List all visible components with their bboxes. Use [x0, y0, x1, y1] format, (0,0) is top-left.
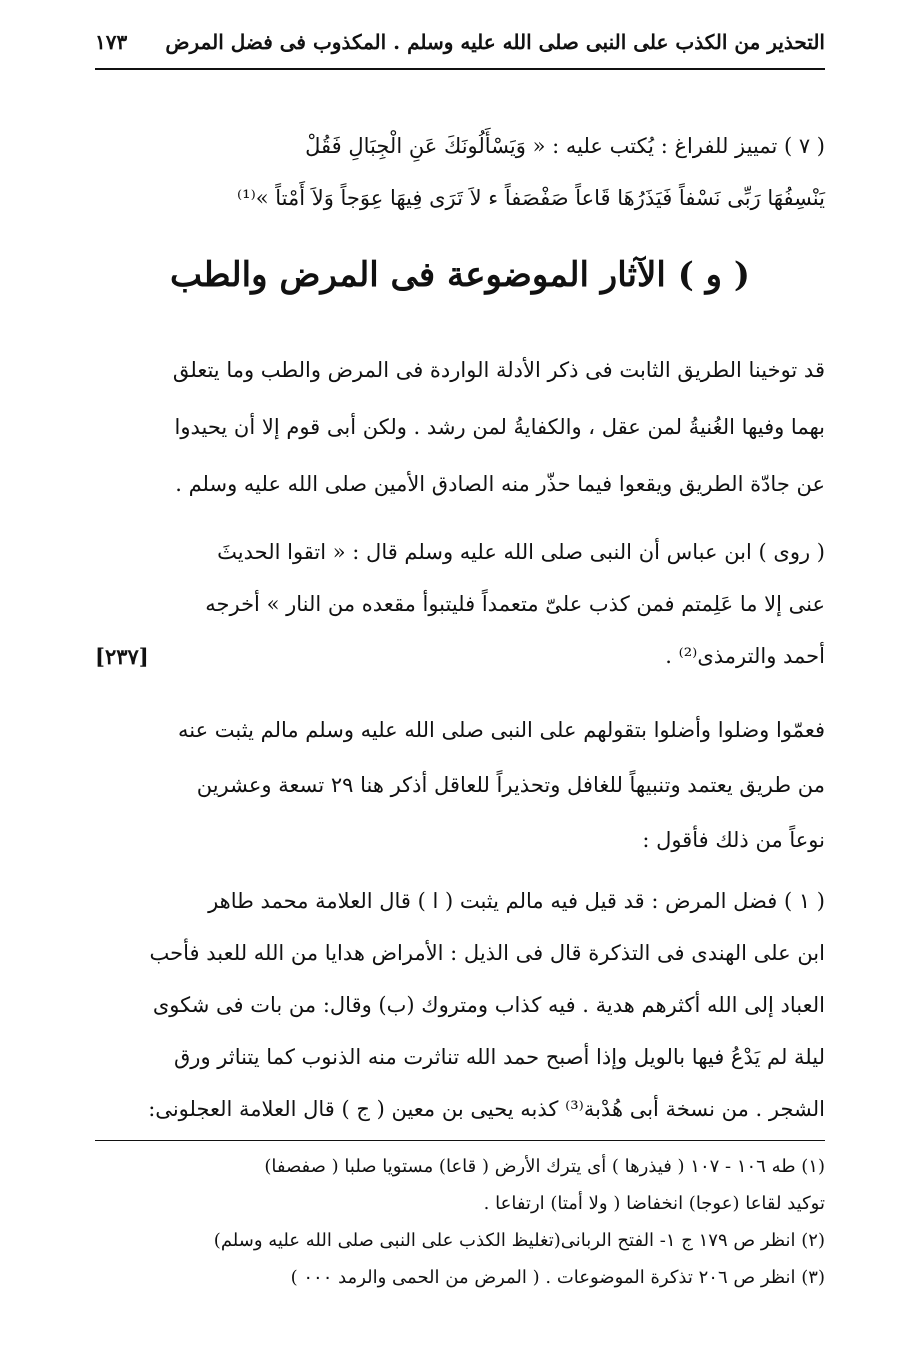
- paragraph-line: أحمد والترمذى⁽²⁾ .: [665, 644, 825, 668]
- paragraph-line: عن جادّة الطريق ويقعوا فيما حذّر منه الصادق الأمين صلى الله عليه وسلم .: [175, 472, 825, 496]
- hadith-number: [٢٣٧]: [95, 644, 149, 669]
- paragraph-line: نوعاً من ذلك فأقول :: [642, 828, 825, 852]
- footnote-3: (٣) انظر ص ٢٠٦ تذكرة الموضوعات . ( المرض من الحمى والرمد ٠٠٠ ): [290, 1267, 825, 1288]
- paragraph-line: عنى إلا ما عَلِمتم فمن كذب علىّ متعمداً فليتبوأ مقعده من النار » أخرجه: [205, 592, 825, 616]
- page-number: ١٧٣: [95, 30, 128, 54]
- note-7-line-1: ( ٧ ) تمييز للفراغ : يُكتب عليه : « وَيَسْأَلُونَكَ عَنِ الْجِبَالِ فَقُلْ: [305, 134, 825, 158]
- note-7-line-2: يَنْسِفُهَا رَبِّى نَسْفاً فَيَذَرُهَا قَاعاً صَفْصَفاً ء لاَ تَرَى فِيهَا عِوَجاً وَلاَ أَمْتاً »⁽¹⁾: [236, 186, 825, 210]
- footnotes: [95, 1148, 825, 1296]
- paragraph-line: ( ١ ) فضل المرض : قد قيل فيه مالم يثبت ( ا ) قال العلامة محمد طاهر: [208, 889, 825, 913]
- running-header: [95, 22, 825, 62]
- footnote-divider: [95, 1140, 825, 1141]
- hadith-paragraph: [95, 526, 825, 682]
- paragraph-line: بهما وفيها الغُنيةُ لمن عقل ، والكفايةُ لمن رشد . ولكن أبى قوم إلا أن يحيدوا: [174, 415, 825, 439]
- paragraph-line: ليلة لم يَدْعُ فيها بالويل وإذا أصبح حمد الله تناثرت منه الذنوب كما يتناثر ورق: [174, 1045, 825, 1069]
- paragraph-line: قد توخينا الطريق الثابت فى ذكر الأدلة الواردة فى المرض والطب وما يتعلق: [172, 358, 825, 382]
- note-7: [95, 120, 825, 224]
- header-divider: [95, 68, 825, 70]
- footnote-2: (٢) انظر ص ١٧٩ ج ١- الفتح الربانى(تغليظ الكذب على النبى صلى الله عليه وسلم): [213, 1230, 825, 1251]
- paragraph-line: العباد إلى الله أكثرهم هدية . فيه كذاب ومتروك (ب) وقال: من بات فى شكوى: [152, 993, 825, 1017]
- virtue-of-illness-paragraph: [95, 875, 825, 1135]
- section-heading: ( و ) الآثار الموضوعة فى المرض والطب: [170, 255, 750, 295]
- intro-paragraph: [95, 342, 825, 513]
- footnote-1-line-2: توكيد لقاعا (عوجا) انخفاضا ( ولا أمتا) ارتفاعا .: [483, 1193, 825, 1214]
- footnote-1-line-1: (١) طه ١٠٦ - ١٠٧ ( فيذرها ) أى يترك الأرض ( قاعا) مستويا صلبا ( صفصفا): [264, 1156, 825, 1177]
- explanation-paragraph: [95, 703, 825, 868]
- paragraph-line: ابن على الهندى فى التذكرة قال فى الذيل : الأمراض هدايا من الله للعبد فأحب: [149, 941, 825, 965]
- paragraph-line: ( روى ) ابن عباس أن النبى صلى الله عليه وسلم قال : « اتقوا الحديثَ: [217, 540, 825, 564]
- paragraph-line: الشجر . من نسخة أبى هُدْبة⁽³⁾ كذبه يحيى بن معين ( ج ) قال العلامة العجلونى:: [148, 1097, 825, 1121]
- paragraph-line: فعمّوا وضلوا وأضلوا بتقولهم على النبى صلى الله عليه وسلم مالم يثبت عنه: [177, 718, 825, 742]
- paragraph-line: من طريق يعتمد وتنبيهاً للغافل وتحذيراً للعاقل أذكر هنا ٢٩ تسعة وعشرين: [196, 773, 825, 797]
- running-title: التحذير من الكذب على النبى صلى الله عليه وسلم . المكذوب فى فضل المرض: [165, 30, 825, 54]
